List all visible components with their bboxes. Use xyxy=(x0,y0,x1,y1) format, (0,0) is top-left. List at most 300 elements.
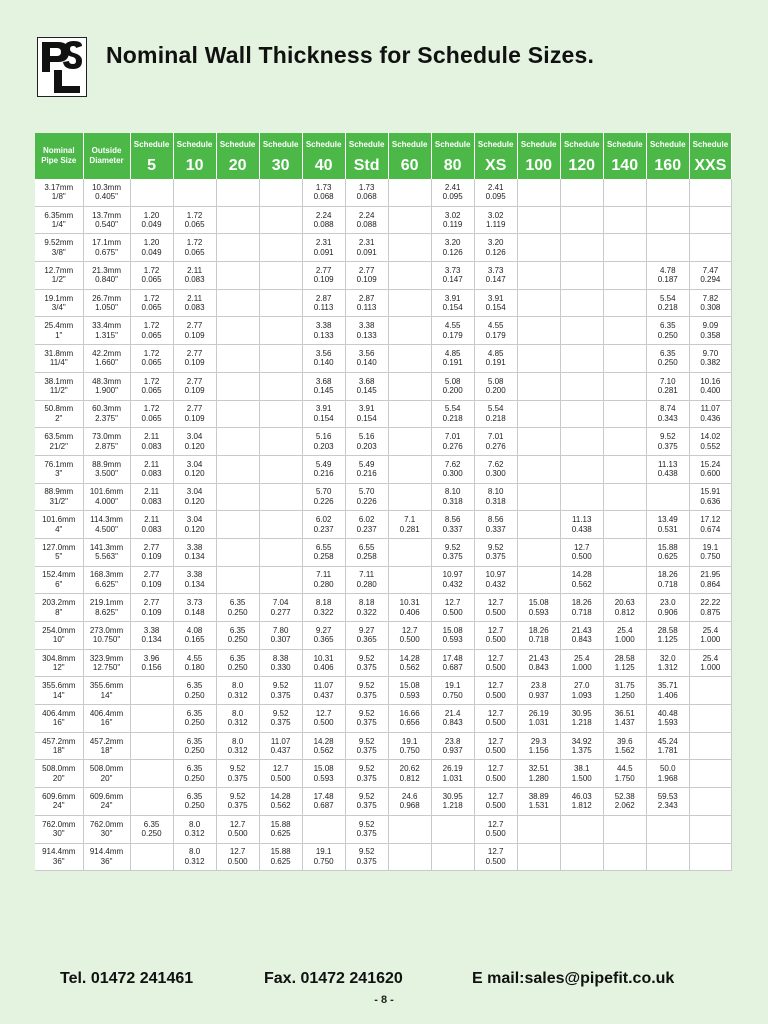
cell-wall-thickness xyxy=(474,566,517,594)
cell-outside-diameter xyxy=(83,428,130,456)
value-metric: 19.1mm xyxy=(44,293,74,303)
value-imperial: 1.375 xyxy=(571,746,592,756)
value-metric: 5.16 xyxy=(315,432,332,442)
cell-wall-thickness xyxy=(259,843,302,871)
cell-wall-thickness xyxy=(216,788,259,816)
table-row xyxy=(35,649,732,677)
cell-empty xyxy=(259,372,302,400)
value-imperial: 0.294 xyxy=(700,275,721,285)
cell-outside-diameter xyxy=(83,594,130,622)
value-metric: 10.31 xyxy=(313,653,334,663)
value-metric: 7.11 xyxy=(359,570,375,580)
value-metric: 3.73 xyxy=(444,265,461,275)
value-imperial: 1.031 xyxy=(442,773,463,783)
value-imperial: 0.365 xyxy=(356,635,377,645)
value-metric: 3.38 xyxy=(186,570,203,580)
value-metric: 7.62 xyxy=(444,459,461,469)
cell-wall-thickness xyxy=(646,317,689,345)
cell-wall-thickness xyxy=(345,788,388,816)
table-row xyxy=(35,179,732,206)
cell-empty xyxy=(560,843,603,871)
value-imperial: 0.218 xyxy=(657,303,678,313)
value-imperial: 0.250 xyxy=(184,801,205,811)
value-imperial: 0.375 xyxy=(227,773,248,783)
value-metric: 8.18 xyxy=(315,598,332,608)
cell-empty xyxy=(259,345,302,373)
cell-nominal-size xyxy=(35,345,83,373)
cell-wall-thickness xyxy=(646,400,689,428)
value-imperial: 0.375 xyxy=(356,718,377,728)
value-imperial: 0.200 xyxy=(442,386,463,396)
value-metric: 457.2mm xyxy=(42,736,76,746)
schedule-number: 140 xyxy=(611,156,639,174)
cell-wall-thickness xyxy=(431,760,474,788)
cell-wall-thickness xyxy=(431,511,474,539)
value-imperial: 0.500 xyxy=(485,829,506,839)
value-imperial: 0.500 xyxy=(313,718,334,728)
value-imperial: 1.125 xyxy=(614,663,635,673)
cell-wall-thickness xyxy=(517,788,560,816)
cell-wall-thickness xyxy=(130,594,173,622)
value-metric: 12.7 xyxy=(487,736,504,746)
cell-nominal-size xyxy=(35,649,83,677)
cell-wall-thickness xyxy=(689,400,731,428)
schedule-label: Schedule xyxy=(649,139,686,149)
table-row xyxy=(35,289,732,317)
value-metric: 25.4 xyxy=(702,653,719,663)
cell-empty xyxy=(689,788,731,816)
col-header-schedule-std xyxy=(345,133,388,179)
cell-nominal-size xyxy=(35,317,83,345)
value-imperial: 0.109 xyxy=(313,275,334,285)
value-imperial: 0.437 xyxy=(313,690,334,700)
value-metric: 40.48 xyxy=(657,708,678,718)
cell-wall-thickness xyxy=(388,732,431,760)
value-metric: 9.70 xyxy=(702,348,719,358)
value-imperial: 0.438 xyxy=(657,469,678,479)
cell-wall-thickness xyxy=(474,538,517,566)
table-row xyxy=(35,566,732,594)
cell-wall-thickness xyxy=(474,455,517,483)
cell-empty xyxy=(517,483,560,511)
cell-empty xyxy=(259,538,302,566)
cell-wall-thickness xyxy=(474,649,517,677)
cell-wall-thickness xyxy=(345,566,388,594)
value-imperial: 0.250 xyxy=(227,663,248,673)
value-imperial: 10.750" xyxy=(92,635,121,645)
value-metric: 8.10 xyxy=(487,487,504,497)
cell-empty xyxy=(388,372,431,400)
cell-wall-thickness xyxy=(431,400,474,428)
value-imperial: 0.109 xyxy=(141,607,162,617)
table-row xyxy=(35,594,732,622)
cell-empty xyxy=(603,345,646,373)
value-metric: 101.6mm xyxy=(42,515,76,525)
value-metric: 762.0mm xyxy=(42,819,76,829)
value-metric: 8.18 xyxy=(358,598,375,608)
value-metric: 762.0mm xyxy=(89,819,124,829)
cell-wall-thickness xyxy=(216,677,259,705)
cell-empty xyxy=(689,760,731,788)
value-imperial: 20" xyxy=(52,773,65,783)
value-imperial: 0.179 xyxy=(485,330,506,340)
cell-wall-thickness xyxy=(345,206,388,234)
value-metric: 9.52 xyxy=(229,791,246,801)
value-imperial: 0.437 xyxy=(270,746,291,756)
cell-wall-thickness xyxy=(689,262,731,290)
cell-empty xyxy=(560,483,603,511)
cell-empty xyxy=(517,538,560,566)
value-imperial: 0.226 xyxy=(356,496,377,506)
cell-wall-thickness xyxy=(388,511,431,539)
value-imperial: 0.250 xyxy=(184,690,205,700)
value-metric: 2.11 xyxy=(144,459,160,469)
page-number: - 8 - xyxy=(374,994,394,1006)
cell-wall-thickness xyxy=(431,483,474,511)
value-imperial: 11/4" xyxy=(49,358,68,368)
cell-wall-thickness xyxy=(173,372,216,400)
value-metric: 6.35 xyxy=(186,736,203,746)
value-metric: 34.92 xyxy=(571,736,592,746)
value-metric: 18.26 xyxy=(657,570,678,580)
table-row xyxy=(35,428,732,456)
cell-wall-thickness xyxy=(302,843,345,871)
value-imperial: 0.276 xyxy=(442,441,463,451)
value-metric: 59.53 xyxy=(657,791,678,801)
value-imperial: 0.216 xyxy=(313,469,334,479)
cell-wall-thickness xyxy=(302,622,345,650)
cell-wall-thickness xyxy=(345,234,388,262)
value-imperial: 0.562 xyxy=(571,579,592,589)
schedule-label: Schedule xyxy=(477,139,514,149)
cell-nominal-size xyxy=(35,289,83,317)
cell-wall-thickness xyxy=(646,677,689,705)
value-metric: 9.52 xyxy=(358,681,375,691)
cell-wall-thickness xyxy=(474,483,517,511)
value-imperial: 1.156 xyxy=(528,746,549,756)
value-imperial: 0.203 xyxy=(356,441,377,451)
cell-wall-thickness xyxy=(388,677,431,705)
cell-empty xyxy=(388,206,431,234)
cell-wall-thickness xyxy=(431,677,474,705)
table-row xyxy=(35,511,732,539)
value-imperial: 0.625 xyxy=(270,856,291,866)
value-imperial: 0.068 xyxy=(356,192,377,202)
value-metric: 2.77 xyxy=(143,570,160,580)
value-imperial: 0.147 xyxy=(485,275,506,285)
cell-empty xyxy=(560,317,603,345)
cell-wall-thickness xyxy=(431,345,474,373)
cell-outside-diameter xyxy=(83,705,130,733)
value-metric: 9.52 xyxy=(358,653,375,663)
table-row xyxy=(35,400,732,428)
value-imperial: 0.276 xyxy=(485,441,506,451)
cell-outside-diameter xyxy=(83,289,130,317)
cell-wall-thickness xyxy=(130,372,173,400)
cell-empty xyxy=(388,455,431,483)
cell-wall-thickness xyxy=(345,179,388,206)
cell-wall-thickness xyxy=(603,622,646,650)
value-imperial: 0.375 xyxy=(356,829,377,839)
cell-empty xyxy=(388,345,431,373)
value-metric: 12.7 xyxy=(487,708,504,718)
value-metric: 50.8mm xyxy=(44,404,74,414)
value-metric: 1.72 xyxy=(186,210,203,220)
cell-wall-thickness xyxy=(603,705,646,733)
cell-wall-thickness xyxy=(603,760,646,788)
value-metric: 14.28 xyxy=(399,653,420,663)
schedule-label: Schedule xyxy=(305,139,342,149)
cell-empty xyxy=(259,428,302,456)
value-metric: 25.4 xyxy=(573,653,590,663)
cell-empty xyxy=(560,372,603,400)
cell-wall-thickness xyxy=(474,428,517,456)
cell-empty xyxy=(603,483,646,511)
cell-empty xyxy=(259,455,302,483)
cell-empty xyxy=(517,400,560,428)
cell-wall-thickness xyxy=(431,179,474,206)
value-metric: 2.77 xyxy=(143,542,160,552)
value-metric: 914.4mm xyxy=(89,847,124,857)
cell-empty xyxy=(560,345,603,373)
page-title: Nominal Wall Thickness for Schedule Sizes. xyxy=(106,42,595,68)
value-metric: 7.10 xyxy=(659,376,676,386)
cell-wall-thickness xyxy=(388,649,431,677)
cell-empty xyxy=(130,788,173,816)
value-imperial: 0.280 xyxy=(313,579,334,589)
col-header-schedule-80 xyxy=(431,133,474,179)
value-imperial: 0.134 xyxy=(141,635,162,645)
cell-outside-diameter xyxy=(83,511,130,539)
value-metric: 3.02 xyxy=(487,210,504,220)
value-imperial: 0.095 xyxy=(442,192,463,202)
cell-empty xyxy=(603,206,646,234)
value-metric: 7.1 xyxy=(404,515,416,525)
value-metric: 127.0mm xyxy=(42,542,76,552)
cell-wall-thickness xyxy=(560,788,603,816)
cell-wall-thickness xyxy=(646,345,689,373)
schedule-number: 160 xyxy=(654,156,682,174)
cell-wall-thickness xyxy=(345,455,388,483)
cell-nominal-size xyxy=(35,566,83,594)
value-imperial: 0.562 xyxy=(313,746,334,756)
cell-empty xyxy=(646,843,689,871)
value-imperial: 1/2" xyxy=(51,275,66,285)
value-metric: 3.91 xyxy=(358,404,375,414)
value-imperial: 0.126 xyxy=(485,247,506,257)
value-imperial: 2.375" xyxy=(95,413,118,423)
value-metric: 12.7 xyxy=(272,764,289,774)
value-metric: 5.08 xyxy=(444,376,461,386)
value-imperial: 1.968 xyxy=(657,773,678,783)
value-metric: 2.11 xyxy=(187,265,203,275)
value-imperial: 0.375 xyxy=(356,690,377,700)
cell-outside-diameter xyxy=(83,760,130,788)
value-imperial: 0.375 xyxy=(657,441,678,451)
value-metric: 1.72 xyxy=(143,348,160,358)
value-imperial: 0.065 xyxy=(141,386,162,396)
value-metric: 32.0 xyxy=(659,653,676,663)
cell-wall-thickness xyxy=(474,400,517,428)
value-metric: 6.35 xyxy=(186,791,203,801)
cell-empty xyxy=(388,262,431,290)
value-imperial: 0.438 xyxy=(571,524,592,534)
value-imperial: 2.062 xyxy=(614,801,635,811)
cell-empty xyxy=(388,400,431,428)
value-metric: 9.52 xyxy=(358,819,375,829)
value-metric: 12.7 xyxy=(487,791,504,801)
value-imperial: 0.375 xyxy=(270,718,291,728)
cell-wall-thickness xyxy=(345,677,388,705)
cell-wall-thickness xyxy=(689,455,731,483)
value-imperial: 0.250 xyxy=(227,607,248,617)
value-metric: 4.78 xyxy=(659,265,676,275)
value-metric: 3.91 xyxy=(487,293,504,303)
value-metric: 12.7 xyxy=(487,653,504,663)
value-imperial: 0.307 xyxy=(270,635,291,645)
value-metric: 38.89 xyxy=(528,791,549,801)
value-metric: 9.09 xyxy=(702,321,719,331)
value-metric: 3.04 xyxy=(186,459,203,469)
value-imperial: 0.120 xyxy=(184,469,205,479)
cell-empty xyxy=(517,428,560,456)
cell-empty xyxy=(603,455,646,483)
value-metric: 168.3mm xyxy=(89,570,124,580)
value-imperial: 0.113 xyxy=(313,303,334,313)
cell-wall-thickness xyxy=(302,400,345,428)
value-metric: 8.0 xyxy=(232,736,244,746)
cell-empty xyxy=(689,705,731,733)
value-metric: 17.12 xyxy=(700,515,721,525)
value-imperial: 1.000 xyxy=(571,663,592,673)
value-imperial: 0.750 xyxy=(313,856,334,866)
value-metric: 7.01 xyxy=(487,432,504,442)
value-metric: 6.55 xyxy=(315,542,332,552)
cell-nominal-size xyxy=(35,843,83,871)
value-imperial: 0.312 xyxy=(184,829,205,839)
cell-wall-thickness xyxy=(388,594,431,622)
value-metric: 26.19 xyxy=(442,764,463,774)
value-imperial: 1.280 xyxy=(528,773,549,783)
value-imperial: 0.718 xyxy=(528,635,549,645)
cell-wall-thickness xyxy=(345,511,388,539)
value-metric: 1.72 xyxy=(143,321,160,331)
value-imperial: 1.031 xyxy=(528,718,549,728)
schedule-number: 80 xyxy=(443,156,462,174)
value-metric: 5.08 xyxy=(487,376,504,386)
value-metric: 15.08 xyxy=(528,598,549,608)
value-imperial: 0.500 xyxy=(485,773,506,783)
value-metric: 2.77 xyxy=(315,265,332,275)
value-imperial: 6.625" xyxy=(95,579,118,589)
cell-outside-diameter xyxy=(83,788,130,816)
value-metric: 8.56 xyxy=(444,515,461,525)
cell-empty xyxy=(216,428,259,456)
cell-wall-thickness xyxy=(689,511,731,539)
value-metric: 14.28 xyxy=(571,570,592,580)
cell-wall-thickness xyxy=(173,566,216,594)
value-metric: 12.7 xyxy=(487,847,504,857)
value-imperial: 0.237 xyxy=(356,524,377,534)
cell-wall-thickness xyxy=(302,594,345,622)
table-row xyxy=(35,317,732,345)
value-metric: 114.3mm xyxy=(90,515,123,525)
value-imperial: 1.593 xyxy=(657,718,678,728)
value-imperial: 1.562 xyxy=(614,746,635,756)
cell-empty xyxy=(216,345,259,373)
value-metric: 10.16 xyxy=(700,376,721,386)
value-metric: 30.95 xyxy=(571,708,592,718)
value-metric: 15.08 xyxy=(399,681,420,691)
value-imperial: 1.500 xyxy=(571,773,592,783)
value-metric: 6.35 xyxy=(229,653,246,663)
value-imperial: 0.083 xyxy=(141,524,162,534)
cell-wall-thickness xyxy=(216,760,259,788)
cell-wall-thickness xyxy=(130,317,173,345)
value-metric: 88.9mm xyxy=(92,459,121,469)
value-metric: 2.11 xyxy=(144,487,160,497)
cell-wall-thickness xyxy=(130,511,173,539)
value-imperial: 0.140 xyxy=(313,358,334,368)
cell-wall-thickness xyxy=(646,262,689,290)
cell-empty xyxy=(517,234,560,262)
cell-wall-thickness xyxy=(646,372,689,400)
cell-wall-thickness xyxy=(474,788,517,816)
value-imperial: 0.750 xyxy=(442,690,463,700)
table-row xyxy=(35,345,732,373)
value-imperial: 0.083 xyxy=(141,441,162,451)
cell-wall-thickness xyxy=(216,594,259,622)
cell-wall-thickness xyxy=(646,622,689,650)
value-imperial: 0.203 xyxy=(313,441,334,451)
value-metric: 8.0 xyxy=(232,708,244,718)
cell-wall-thickness xyxy=(560,649,603,677)
value-metric: 17.48 xyxy=(442,653,463,663)
cell-empty xyxy=(259,483,302,511)
value-imperial: 0.562 xyxy=(270,801,291,811)
value-imperial: 0.088 xyxy=(356,220,377,230)
value-imperial: 0.250 xyxy=(184,746,205,756)
value-imperial: 0.250 xyxy=(141,829,162,839)
value-imperial: 4.000" xyxy=(95,496,118,506)
value-metric: 3.04 xyxy=(186,487,203,497)
cell-wall-thickness xyxy=(431,705,474,733)
cell-empty xyxy=(216,455,259,483)
cell-nominal-size xyxy=(35,594,83,622)
table-row xyxy=(35,815,732,843)
value-metric: 2.41 xyxy=(487,182,504,192)
cell-wall-thickness xyxy=(302,372,345,400)
value-metric: 3.68 xyxy=(358,376,375,386)
cell-empty xyxy=(689,843,731,871)
value-imperial: 0.656 xyxy=(399,718,420,728)
cell-wall-thickness xyxy=(302,760,345,788)
cell-wall-thickness xyxy=(259,732,302,760)
cell-empty xyxy=(216,483,259,511)
value-imperial: 0.280 xyxy=(356,579,377,589)
value-imperial: 4" xyxy=(55,524,63,534)
value-metric: 1.73 xyxy=(358,182,375,192)
cell-wall-thickness xyxy=(474,760,517,788)
cell-empty xyxy=(603,428,646,456)
value-metric: 508.0mm xyxy=(89,764,124,774)
value-metric: 18.26 xyxy=(571,598,592,608)
cell-wall-thickness xyxy=(603,649,646,677)
value-imperial: 0.109 xyxy=(184,358,205,368)
value-metric: 3.38 xyxy=(186,542,203,552)
cell-wall-thickness xyxy=(646,732,689,760)
value-imperial: 0.968 xyxy=(399,801,420,811)
